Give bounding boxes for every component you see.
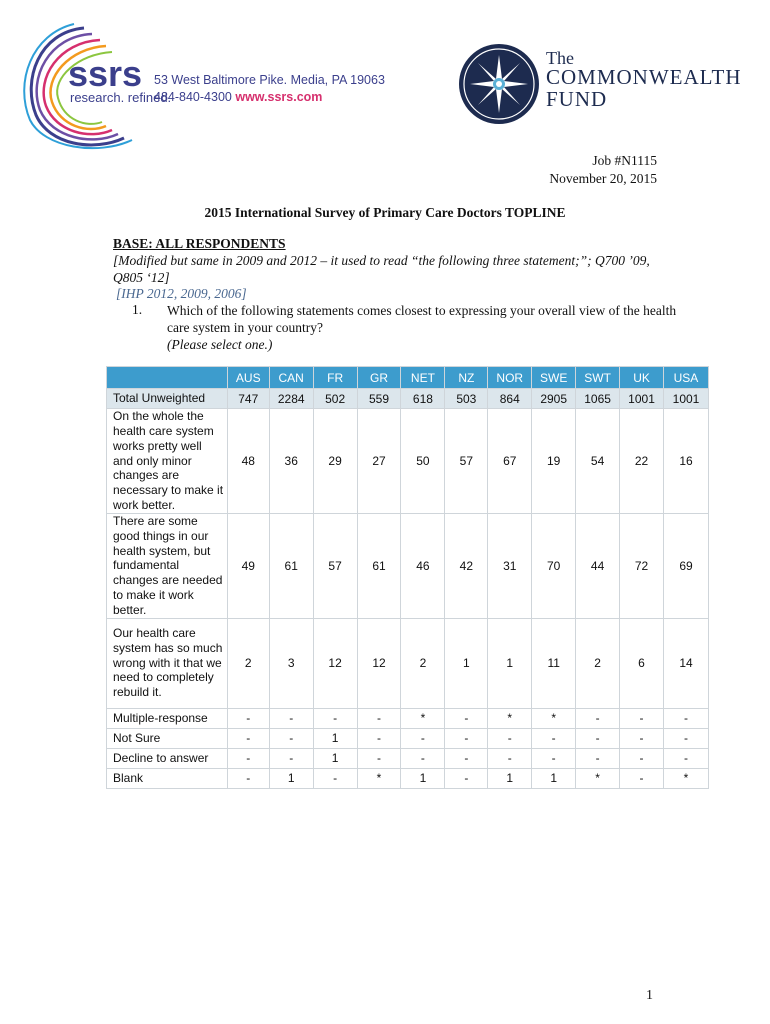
question-number: 1. [132,302,143,317]
table-cell: - [663,748,708,768]
table-cell: 1 [445,618,488,708]
column-header: CAN [269,367,313,389]
column-header: NET [401,367,445,389]
table-cell: 1001 [663,389,708,409]
table-cell: - [357,748,401,768]
table-cell: 1 [313,748,357,768]
table-cell: 618 [401,389,445,409]
document-title: 2015 International Survey of Primary Care Doctors TOPLINE [204,205,566,220]
column-header: SWE [532,367,576,389]
row-label: Our health care system has so much wrong with it that we need to completely rebuild it. [107,618,228,708]
job-info [549,152,657,188]
table-cell: 36 [269,409,313,514]
table-cell: - [227,708,269,728]
table-cell: * [488,708,532,728]
table-cell: 19 [532,409,576,514]
ssrs-wordmark: ssrs [68,53,143,94]
table-cell: 70 [532,514,576,619]
table-row [107,768,709,788]
table-cell: 27 [357,409,401,514]
row-label: Total Unweighted [107,389,228,409]
table-cell: - [620,708,664,728]
table-cell: - [663,708,708,728]
question-instruction: (Please select one.) [167,337,273,352]
table-cell: 72 [620,514,664,619]
row-label: There are some good things in our health system, but fundamental changes are needed to make it work better. [107,514,228,619]
table-header-row [107,367,709,389]
table-cell: 502 [313,389,357,409]
table-cell: - [576,708,620,728]
table-cell: 2 [227,618,269,708]
table-row [107,748,709,768]
table-cell: 2 [401,618,445,708]
table-cell: - [445,728,488,748]
row-label: Blank [107,768,228,788]
column-header: AUS [227,367,269,389]
table-cell: - [532,728,576,748]
ssrs-phone: 484-840-4300 [154,90,232,104]
table-cell: 864 [488,389,532,409]
question-text-block [167,302,687,353]
table-row [107,618,709,708]
table-cell: - [269,728,313,748]
table-cell: - [532,748,576,768]
topline-table [106,366,709,789]
table-cell: - [227,768,269,788]
table-cell: - [313,768,357,788]
table-cell: 11 [532,618,576,708]
table-cell: 503 [445,389,488,409]
column-header: UK [620,367,664,389]
table-cell: * [576,768,620,788]
ssrs-website-link[interactable]: www.ssrs.com [235,90,323,104]
table-cell: 747 [227,389,269,409]
table-cell: 1 [313,728,357,748]
cwf-logo-name [546,66,742,110]
column-header: NZ [445,367,488,389]
ihp-reference: [IHP 2012, 2009, 2006] [116,286,247,301]
table-cell: - [227,728,269,748]
table-cell: - [313,708,357,728]
table-cell: 1065 [576,389,620,409]
table-cell: 2 [576,618,620,708]
table-cell: 3 [269,618,313,708]
table-cell: 29 [313,409,357,514]
column-header: SWT [576,367,620,389]
table-cell: 44 [576,514,620,619]
table-cell: - [488,748,532,768]
table-cell: 1 [401,768,445,788]
ssrs-contact [154,72,385,106]
table-cell: * [357,768,401,788]
table-body [107,389,709,789]
table-cell: - [357,708,401,728]
table-row [107,728,709,748]
table-cell: * [532,708,576,728]
table-cell: 6 [620,618,664,708]
question-text: Which of the following statements comes closest to expressing your overall view of the health care system in your country? [167,303,677,335]
table-cell: 1001 [620,389,664,409]
page-number: 1 [646,988,653,1003]
table-cell: - [227,748,269,768]
question-note: [Modified but same in 2009 and 2012 – it used to read “the following three statement;”; Q700 ’09, Q805 ‘12] [113,253,650,285]
table-cell: 57 [313,514,357,619]
table-cell: 1 [269,768,313,788]
column-header: GR [357,367,401,389]
row-label: Decline to answer [107,748,228,768]
table-cell: - [620,748,664,768]
table-cell: 57 [445,409,488,514]
table-cell: - [620,768,664,788]
cwf-logo-line2: FUND [546,87,608,111]
table-cell: 50 [401,409,445,514]
table-cell: 61 [269,514,313,619]
ssrs-tagline: research. refined. [70,90,172,105]
table-cell: - [488,728,532,748]
table-cell: 49 [227,514,269,619]
table-row [107,389,709,409]
table-cell: 61 [357,514,401,619]
column-header: FR [313,367,357,389]
table-cell: 22 [620,409,664,514]
row-label: Not Sure [107,728,228,748]
table-cell: 69 [663,514,708,619]
ssrs-address: 53 West Baltimore Pike. Media, PA 19063 [154,73,385,87]
table-cell: 67 [488,409,532,514]
table-cell: 2284 [269,389,313,409]
table-cell: - [576,728,620,748]
table-cell: - [401,728,445,748]
table-cell: 14 [663,618,708,708]
table-cell: - [445,768,488,788]
column-header: USA [663,367,708,389]
table-row [107,409,709,514]
table-cell: * [663,768,708,788]
table-cell: 48 [227,409,269,514]
job-date: November 20, 2015 [549,171,657,186]
table-cell: - [576,748,620,768]
table-cell: - [269,708,313,728]
row-label: On the whole the health care system works pretty well and only minor changes are necessary to make it work better. [107,409,228,514]
table-cell: 1 [488,768,532,788]
job-number: Job #N1115 [592,153,657,168]
table-cell: - [269,748,313,768]
table-cell: - [357,728,401,748]
cwf-logo-the: The [546,48,574,68]
table-row [107,708,709,728]
table-cell: 46 [401,514,445,619]
table-cell: 2905 [532,389,576,409]
table-header-corner [107,367,228,389]
table-cell: 559 [357,389,401,409]
base-respondents: BASE: ALL RESPONDENTS [113,236,286,251]
table-cell: - [620,728,664,748]
table-cell: 16 [663,409,708,514]
table-cell: - [445,708,488,728]
table-cell: 1 [488,618,532,708]
table-cell: 31 [488,514,532,619]
table-cell: 12 [313,618,357,708]
table-row [107,514,709,619]
column-header: NOR [488,367,532,389]
table-cell: - [445,748,488,768]
commonwealth-fund-emblem-icon [458,43,540,125]
table-cell: - [663,728,708,748]
table-cell: 1 [532,768,576,788]
table-cell: 12 [357,618,401,708]
cwf-logo-line1: COMMONWEALTH [546,65,742,89]
table-cell: * [401,708,445,728]
table-cell: 42 [445,514,488,619]
row-label: Multiple-response [107,708,228,728]
table-cell: 54 [576,409,620,514]
table-cell: - [401,748,445,768]
